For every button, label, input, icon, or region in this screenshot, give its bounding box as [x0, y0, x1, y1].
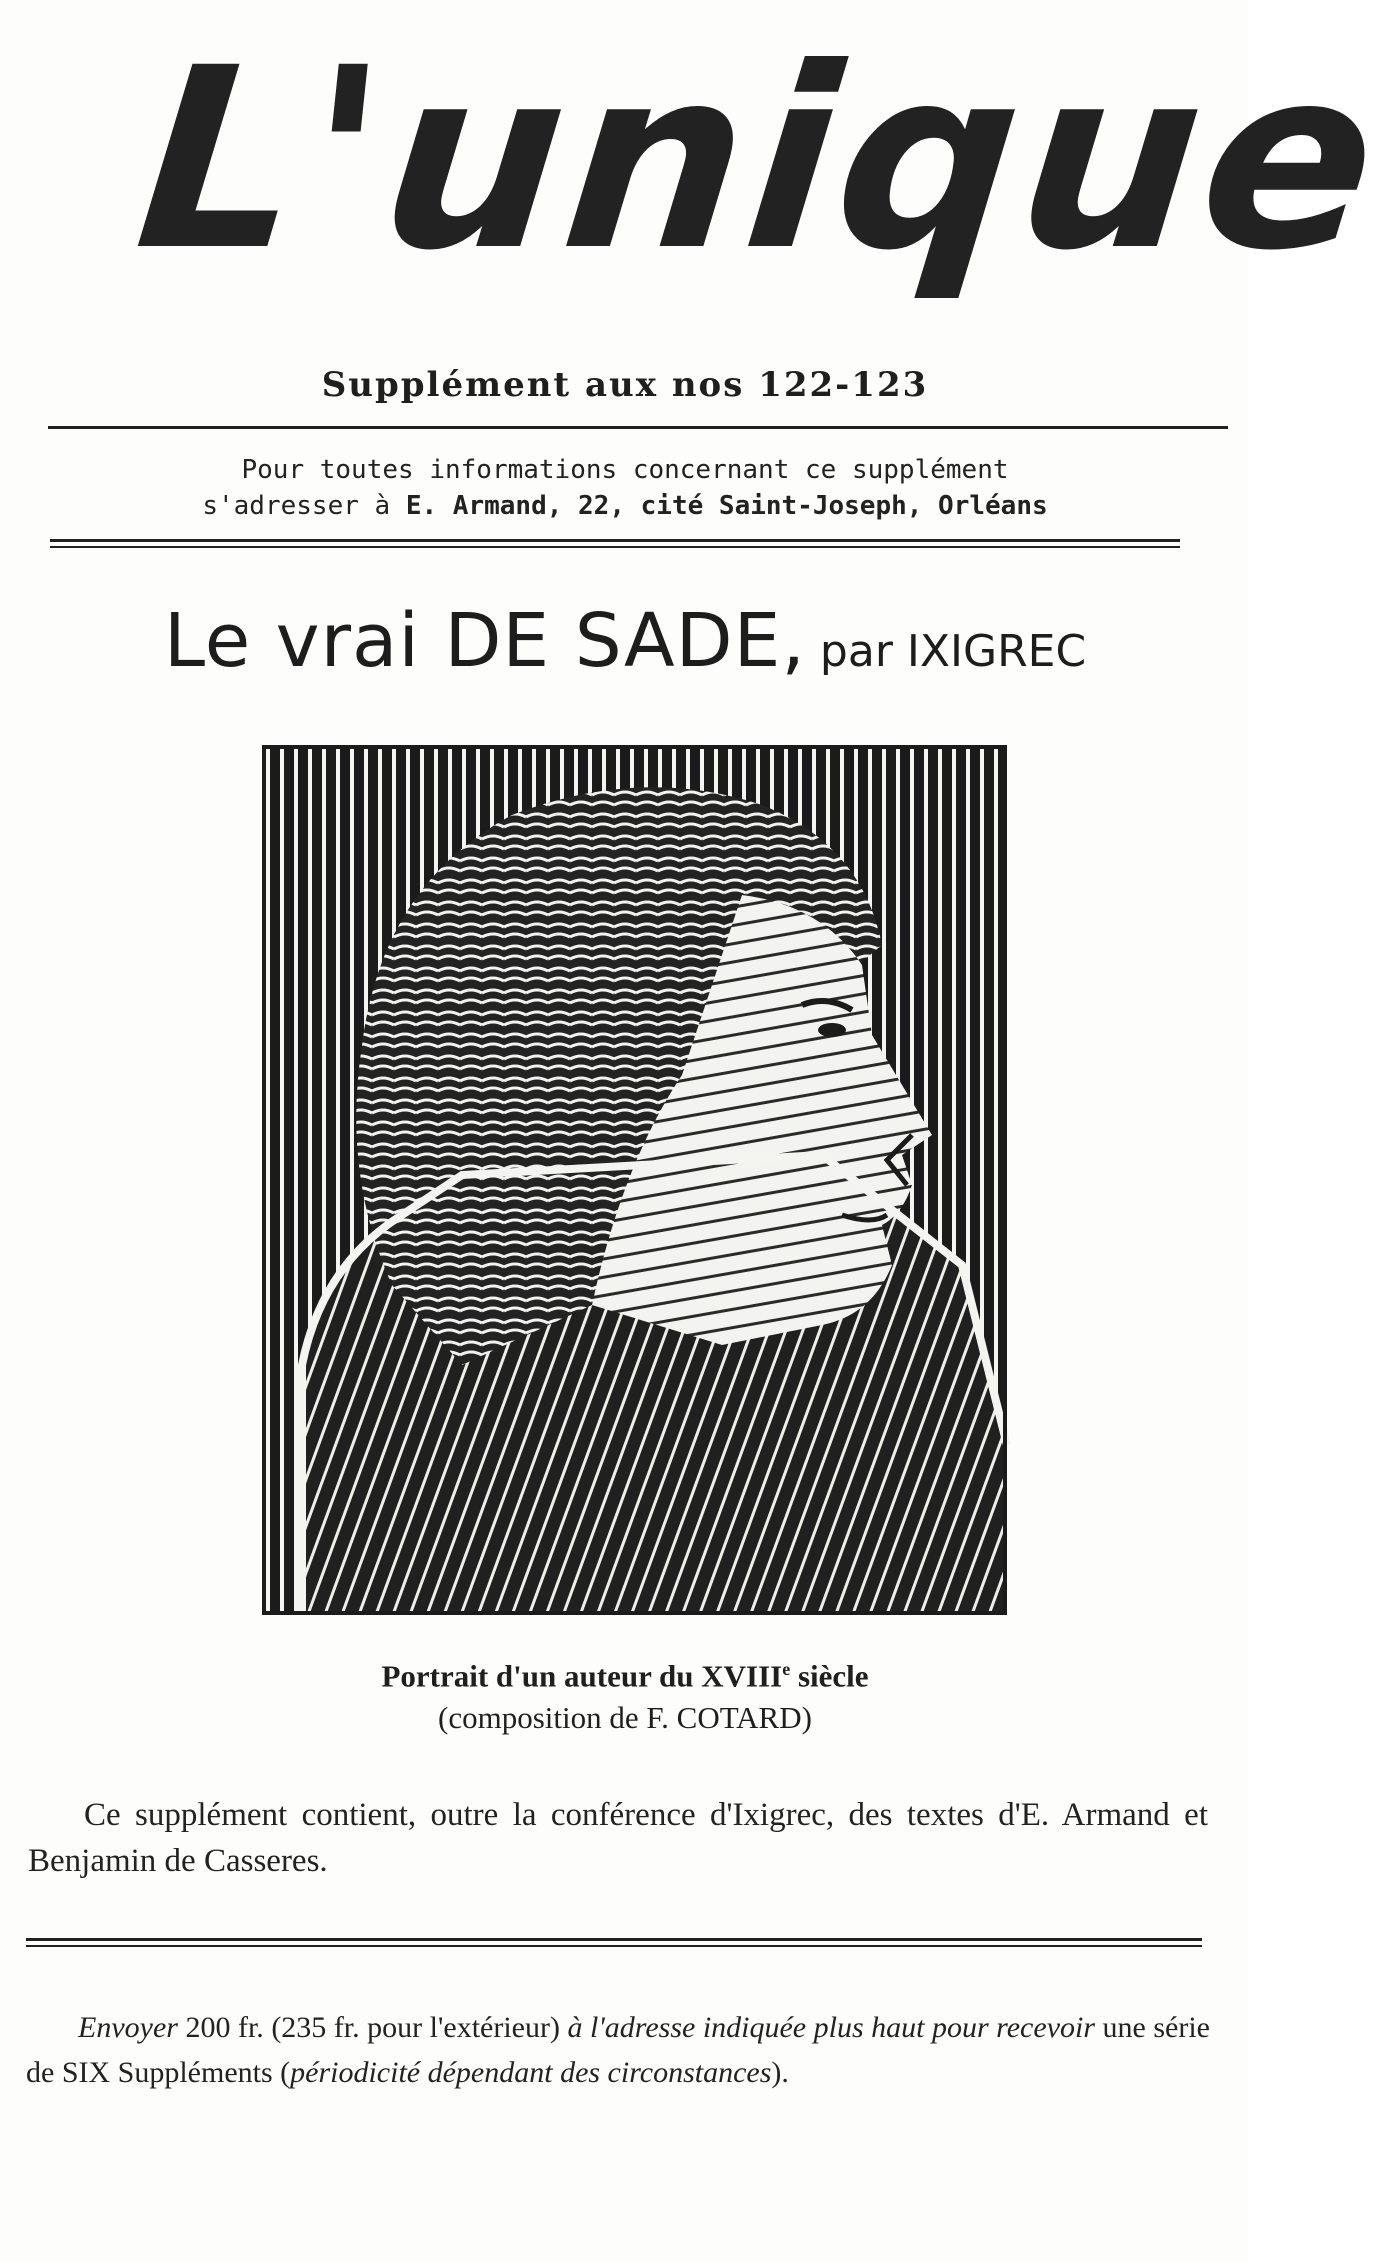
- notice-part4: une série de SIX Suppléments (: [26, 2011, 1210, 2089]
- notice-part3: à l'adresse indiquée plus haut pour recevoir: [567, 2011, 1096, 2044]
- bottom-divider-bottom: [26, 1945, 1202, 1947]
- notice-part1: Envoyer: [78, 2011, 178, 2044]
- supplement-description: Ce supplément contient, outre la conférence d'Ixigrec, des textes d'E. Armand et Benjamin de Casseres.: [28, 1797, 1208, 1879]
- article-headline: [100, 598, 1150, 684]
- notice-part5: périodicité dépendant des circonstances: [290, 2056, 772, 2089]
- masthead-title: L'unique: [126, 14, 1393, 305]
- contact-info-line2: [120, 488, 1130, 524]
- portrait-caption: [200, 1648, 1050, 1739]
- double-divider-top: [50, 539, 1180, 542]
- notice-part6: ).: [771, 2056, 789, 2089]
- contact-address: E. Armand, 22, cité Saint-Joseph, Orléans: [405, 491, 1048, 521]
- woodcut-portrait: [262, 745, 1007, 1615]
- headline-name: DE SADE,: [444, 598, 806, 684]
- supplement-label: Supplément aux nos 122-123: [321, 365, 929, 405]
- contact-info-line1: Pour toutes informations concernant ce supplément: [241, 455, 1009, 485]
- headline-prefix: Le vrai: [163, 598, 445, 684]
- double-divider-bottom: [50, 546, 1180, 548]
- caption-line1-text: Portrait d'un auteur du XVIII: [381, 1658, 783, 1694]
- headline-byline: par IXIGREC: [805, 626, 1087, 677]
- caption-line1: [200, 1648, 1050, 1697]
- contact-info-prefix: s'adresser à: [202, 491, 406, 521]
- caption-line1-suffix: siècle: [790, 1658, 869, 1694]
- portrait-image: [262, 745, 1007, 1615]
- caption-line2: (composition de F. COTARD): [438, 1700, 812, 1736]
- subscription-notice: [26, 2005, 1210, 2095]
- top-divider: [48, 426, 1228, 429]
- bottom-divider-top: [26, 1938, 1202, 1941]
- notice-part2: 200 fr. (235 fr. pour l'extérieur): [177, 2011, 568, 2044]
- caption-superscript: e: [782, 1659, 791, 1679]
- contact-info: [120, 452, 1130, 524]
